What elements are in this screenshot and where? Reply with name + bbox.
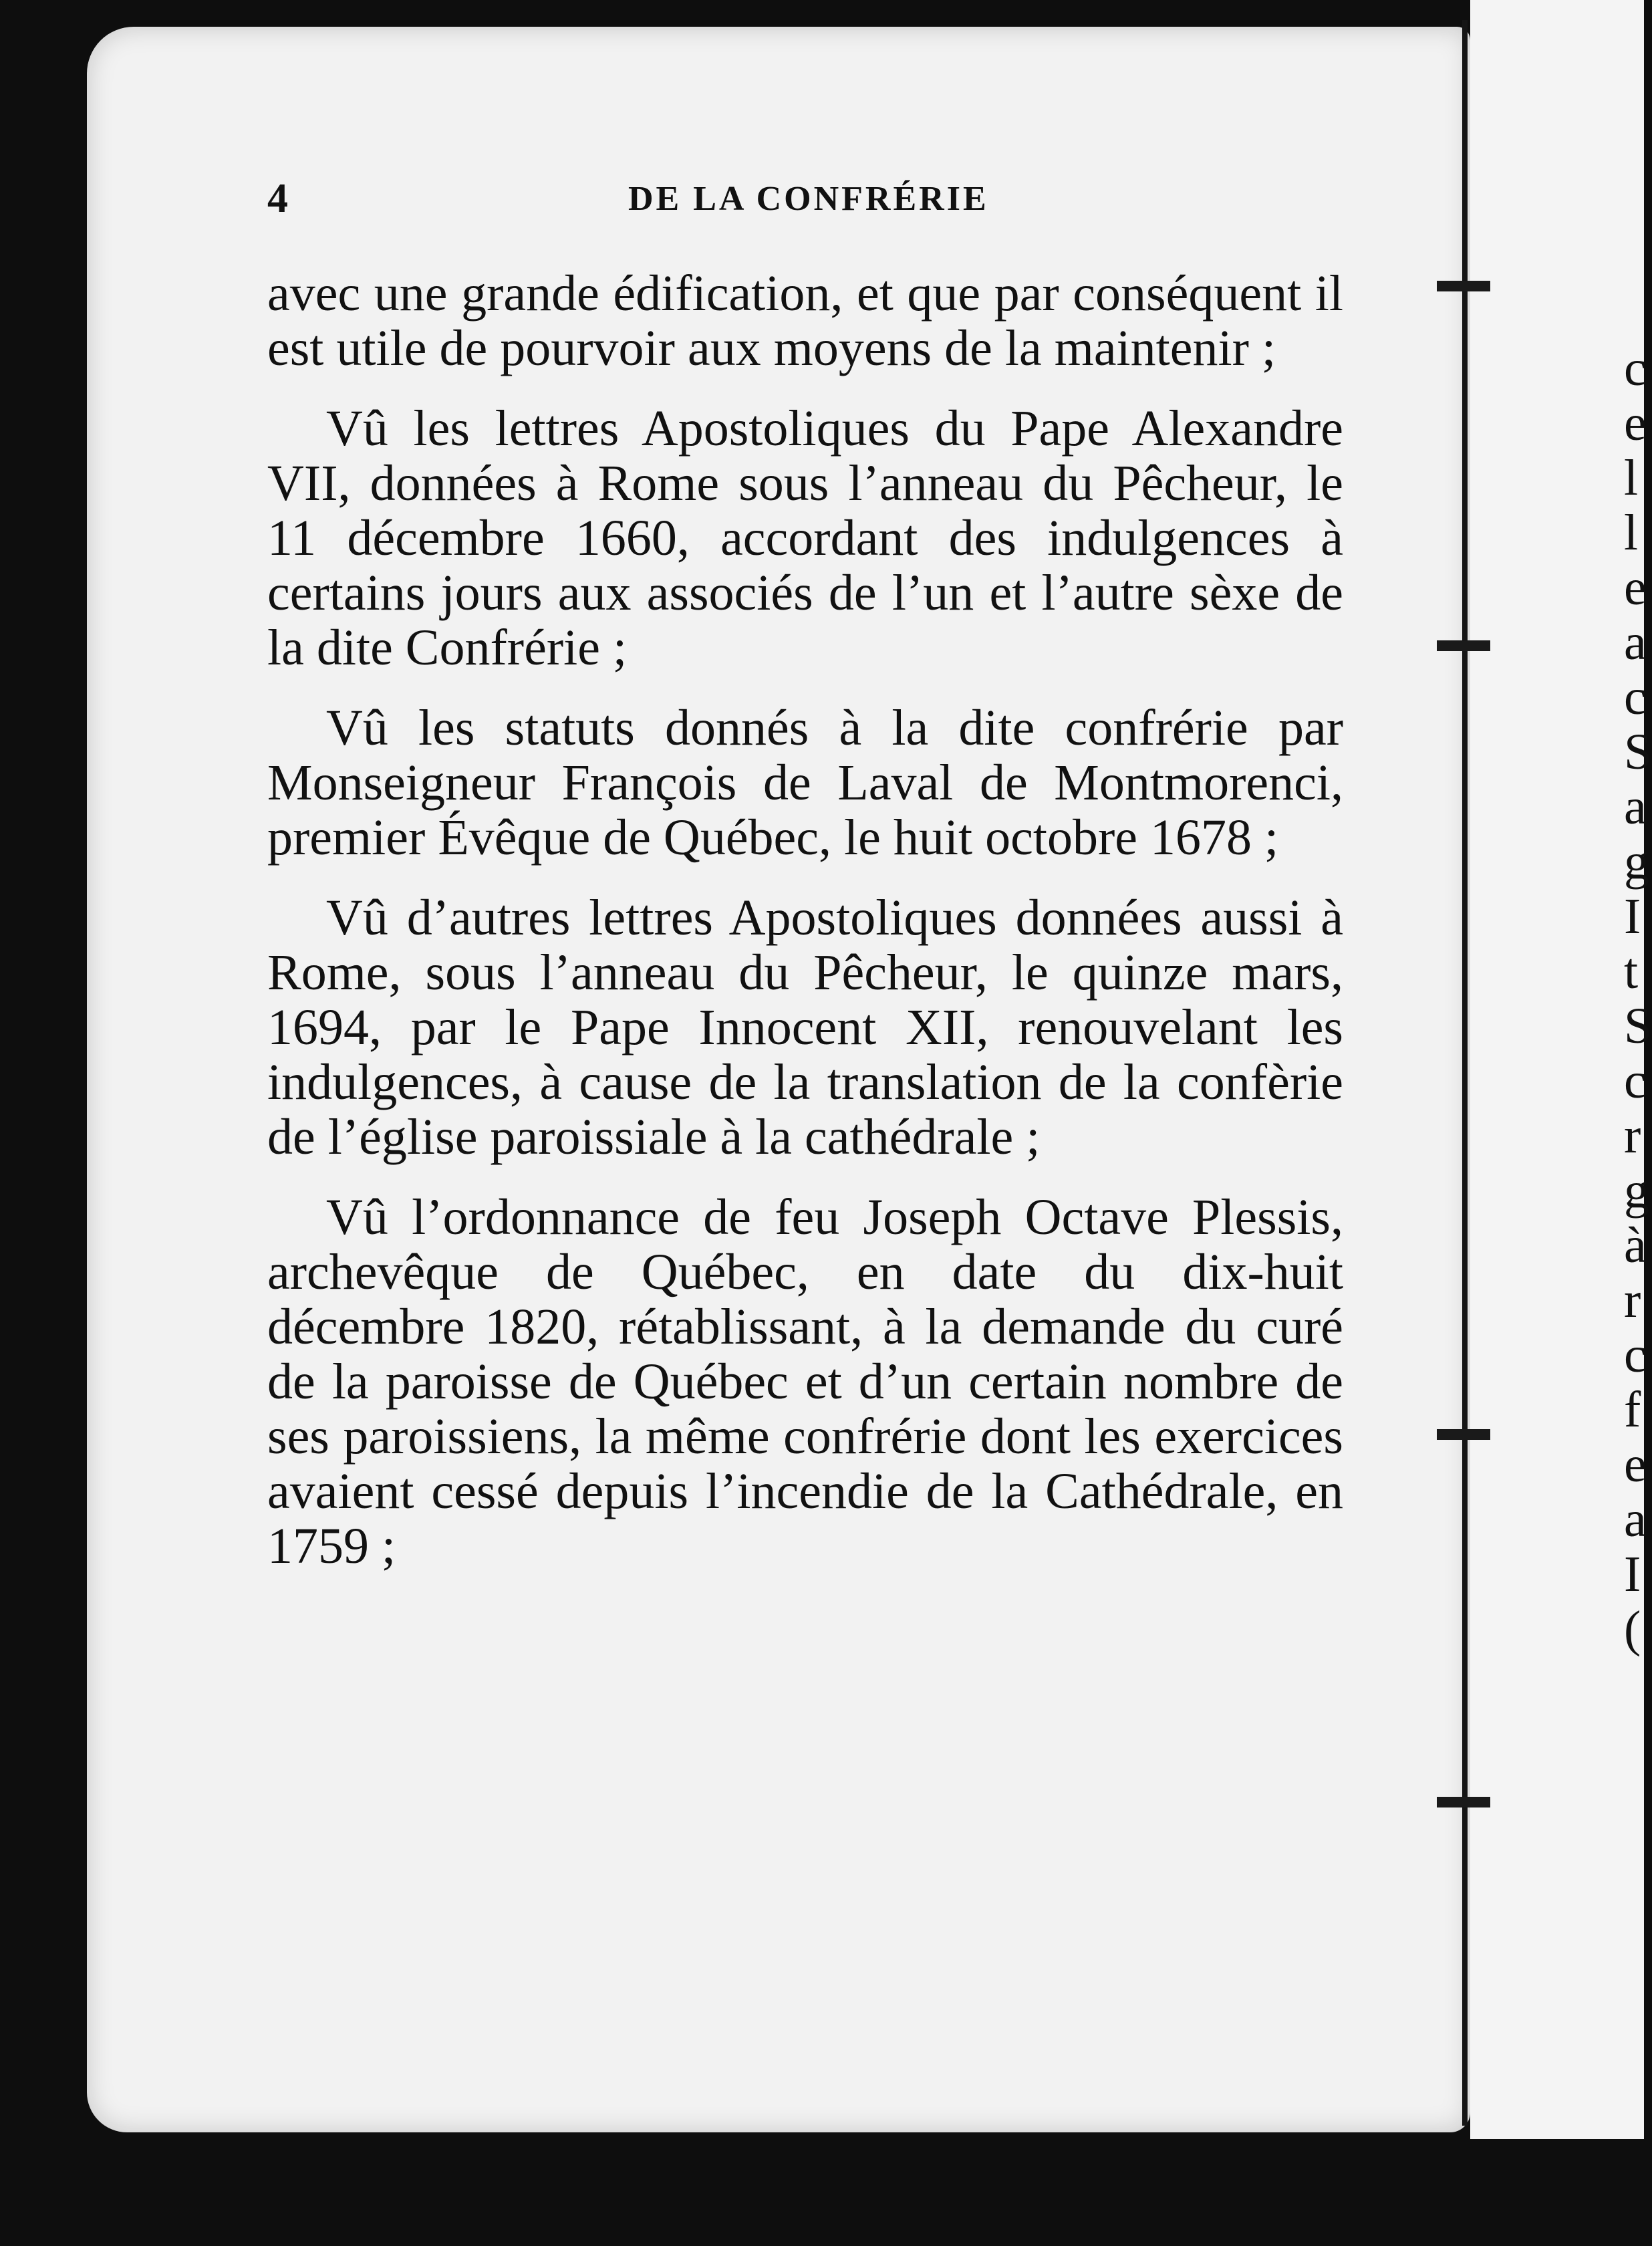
paragraph: Vû les lettres Apostoliques du Pape Alexandre VII, données à Rome sous l’anneau du Pêcheur, le 11 décembre 1660, accordant des indulgences à certains jours aux associés de l’un et l’autre sèxe de la dite Confrérie ; (267, 400, 1343, 676)
page-header (267, 175, 1417, 222)
facing-page (1470, 0, 1644, 2139)
page-number: 4 (267, 176, 288, 221)
facing-letter: a (1624, 1491, 1647, 1547)
paragraph: Vû les statuts donnés à la dite confrérie par Monseigneur François de Laval de Montmorenci, premier Évêque de Québec, le huit octobre 1678 ; (267, 700, 1343, 866)
book-gutter (1462, 20, 1468, 2126)
facing-letter: ( (1624, 1601, 1641, 1657)
paragraph: Vû l’ordonnance de feu Joseph Octave Plessis, archevêque de Québec, en date du dix-huit décembre 1820, rétablissant, à la demande du curé de la paroisse de Québec et d’un certain nombre de ses paroissiens, la même confrérie dont les exercices avaient cessé depuis l’incendie de la Cathédrale, en 1759 ; (267, 1189, 1343, 1574)
gutter-mark (1437, 1429, 1490, 1440)
paragraph: avec une grande édification, et que par conséquent il est utile de pourvoir aux moyens de la maintenir ; (267, 265, 1343, 376)
running-title: DE LA CONFRÉRIE (628, 180, 989, 218)
facing-letter: l (1624, 505, 1639, 561)
facing-letter: r (1624, 1272, 1641, 1328)
facing-letter: e (1624, 559, 1647, 616)
facing-letter: r (1624, 1108, 1641, 1164)
facing-letter: t (1624, 943, 1639, 999)
facing-letter: f (1624, 1382, 1641, 1438)
gutter-mark (1437, 1797, 1490, 1807)
facing-letter: e (1624, 1437, 1647, 1493)
gutter-mark (1437, 640, 1490, 651)
facing-letter: I (1624, 1546, 1641, 1602)
facing-letter: S (1624, 998, 1652, 1054)
facing-page-letters (1624, 341, 1652, 1656)
body-text (267, 266, 1343, 1599)
facing-letter: g (1624, 1162, 1649, 1219)
facing-letter: c (1624, 340, 1647, 396)
facing-letter: c (1624, 1327, 1647, 1383)
facing-letter: I (1624, 888, 1641, 945)
facing-letter: c (1624, 669, 1647, 725)
gutter-mark (1437, 281, 1490, 291)
facing-letter: g (1624, 834, 1649, 890)
facing-letter: à (1624, 1217, 1647, 1273)
facing-letter: S (1624, 724, 1652, 780)
facing-letter: c (1624, 1053, 1647, 1109)
facing-letter: a (1624, 779, 1647, 835)
paragraph: Vû d’autres lettres Apostoliques données aussi à Rome, sous l’anneau du Pêcheur, le quinze mars, 1694, par le Pape Innocent XII, renouvelant les indulgences, à cause de la translation de la confèrie de l’église paroissiale à la cathédrale ; (267, 890, 1343, 1165)
facing-letter: a (1624, 614, 1647, 670)
facing-letter: l (1624, 450, 1639, 506)
facing-letter: e (1624, 395, 1647, 451)
